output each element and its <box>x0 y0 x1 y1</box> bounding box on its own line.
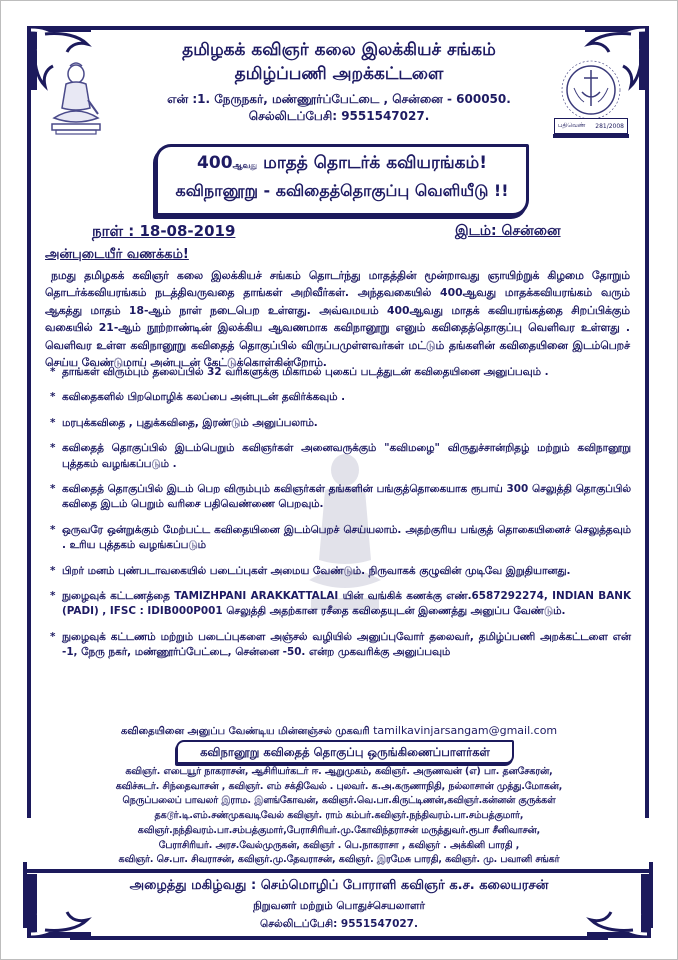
banner-line-1 <box>158 153 526 175</box>
coordinator-line: கவிஞர். செ.பா. சிவராசன், கவிஞர்.மு.தேவராசன், கவிஞர். இரமேசு பாரதி, கவிஞர். மு. பவானி சங்கர் <box>118 854 560 866</box>
rule-item: * தாங்கள் விரும்பும் தலைப்பில் 32 வரிகளுக்கு மிகாமல் புகைப் படத்துடன் கவிதையினை அனுப்பவும் . <box>48 365 631 380</box>
frame-separator-rule <box>27 869 649 873</box>
coordinator-line: பேராசிரியர். அரச.வேல்முருகன், கவிஞர் . பெ.நாகராசா , கவிஞர் . அக்கினி பாரதி , <box>158 839 520 851</box>
rule-item: * கவிதைத் தொகுப்பில் இடம் பெற விரும்பும் கவிஞர்கள் தங்களின் பங்குத்தொகையாக ரூபாய் 300 செலுத்தி தொகுப்பில் கவிதை இடம் பெறும் வரிசை பதிவெண்ணை பெறவும். <box>48 482 631 513</box>
rule-item: * ஒருவரே ஒன்றுக்கும் மேற்பட்ட கவிதையினை இடம்பெறச் செய்யலாம். அதற்குரிய பங்குத் தொகையினைச் செலுத்தவும் . உரிய புத்தகம் வழங்கப்படும் <box>48 523 631 554</box>
footer-invite: அழைத்து மகிழ்வது : செம்மொழிப் போராளி கவிஞர் க.ச. கலையரசன் <box>129 878 549 893</box>
rule-item: * கவிதைகளில் பிறமொழிக் கலப்பை அன்புடன் தவிர்க்கவும் . <box>48 390 631 405</box>
registration-number: 281/2008 <box>595 122 624 130</box>
frame-left-rule <box>27 86 31 818</box>
event-number-suffix: ஆவது <box>232 161 258 170</box>
coordinator-line: கவிஞர். எடையூர் நாகராசன், ஆசிரியர்கடர் ஈ. ஆறுமுகம், கவிஞர். அருணவன் (எ) பா. தனசேகரன், <box>125 766 553 777</box>
org-name: தமிழகக் கவிஞர் கலை இலக்கியச் சங்கம் <box>182 40 496 60</box>
email-line <box>0 724 678 738</box>
coordinator-line: தகடூர்.டி.எம்.சண்முகவடிவேல் கவிஞர். ராம் கம்பர்.கவிஞர்.நந்திவரம்.பா.சம்பத்குமார், <box>154 810 524 822</box>
org-phone: செல்லிடப்பேசி: 9551547027. <box>248 109 430 123</box>
coordinator-line: கவிஞர்.நந்திவரம்.பா.சம்பத்குமார்,பேராசிரியர்.மு.கோவிந்தராசன் மருத்துவர்.ரூபா சீனிவாசன், <box>137 824 541 836</box>
banner-line-2 <box>158 181 526 202</box>
coordinator-line: நெருப்பலைப் பாவலர் இராம. இளங்கோவன், கவிஞர்.வெ.பா.கிருட்டிணன்,கவிஞர்.கன்னன் குருக்கள் <box>122 795 556 807</box>
rule-item: * கவிதைத் தொகுப்பில் இடம்பெறும் கவிஞர்கள் அனைவருக்கும் "கவிமழை" விருதுச்சான்றிதழ் மற்றும் கவிநானூறு புத்தகம் வழங்கப்படும் . <box>48 441 631 472</box>
rules-list <box>48 365 631 661</box>
email-label: கவிதையினை அனுப்ப வேண்டிய மின்னஞ்சல் முகவரி <box>120 726 370 737</box>
org-address: என் :1. நேருநகர், மண்ணூர்ப்பேட்டை , சென்னை - 600050. <box>167 92 511 106</box>
rule-item: * நுழைவுக் கட்டணத்தை TAMIZHPANI ARAKKATTALAI யின் வங்கிக் கணக்கு எண்.6587292274, INDIAN BANK (PADI) , IFSC : IDIB000P001 செலுத்தி அதற்கான ரசீதை கவிதையுடன் இணைத்து அனுப்ப வேண்டும். <box>48 589 631 620</box>
intro-paragraph: நமது தமிழகக் கவிஞர் கலை இலக்கியச் சங்கம் தொடர்ந்து மாதத்தின் மூன்றாவது ஞாயிற்றுக் கிழமை தோறும் தொடர்க்கவியரங்கம் நடத்திவருவதை தாங்கள் அறிவீர்கள். அந்தவகையில் 400ஆவது மாதக்கவியரங்கம் வரும் ஆகத்து மாதம் 18-ஆம் நாள் நடைபெற உள்ளது. அவ்வமயம் 400ஆவது மாதக் கவியரங்கத்தை சிறப்பிக்கும் வகையில் 21-ஆம் நூற்றாண்டின் இலக்கிய ஆவணமாக கவிநானூறு எனும் கவிதைத்தொகுப்பு வெளிவர உள்ளது . வெளிவர உள்ள கவிநானூறு கவிதைத் தொகுப்பில் விருப்பமுள்ளவர்கள் மட்டும் தங்களின் கவிதையினை இடம்பெறச் செய்ய வேண்டுமாய் அன்புடன் கேட்டுக்கொள்கின்றோம். <box>45 269 630 370</box>
frame-right-rule <box>645 86 649 818</box>
rule-item: * பிறர் மனம் புண்படாவகையில் படைப்புகள் அமைய வேண்டும். நிருவாகக் குழுவின் முடிவே இறுதியானது. <box>48 564 631 579</box>
email-link[interactable]: tamilkavinjarsangam@gmail.com <box>373 724 558 737</box>
frame-bottom-rule <box>70 936 608 940</box>
trust-name: தமிழ்ப்பணி அறக்கட்டளை <box>234 64 444 84</box>
event-number: 400 <box>197 153 233 173</box>
rule-item: * நுழைவுக் கட்டணம் மற்றும் படைப்புகளை அஞ்சல் வழியில் அனுப்புவோர் தலைவர், தமிழ்ப்பணி அறக்கட்டளை என் -1, நேரு நகர், மண்ணூர்ப்பேட்டை, சென்னை -50. என்ற முகவரிக்கு அனுப்பவும் <box>48 630 631 661</box>
footer-role: நிறுவனர் மற்றும் பொதுச்செயலாளர் <box>253 900 425 912</box>
event-title: மாதத் தொடர்க் கவியரங்கம்! <box>263 153 487 173</box>
coordinators-title: கவிநானூறு கவிதைத் தொகுப்பு ஒருங்கிணைப்பாளர்கள் <box>176 740 514 764</box>
greeting: அன்புடையீர் வணக்கம்! <box>45 247 189 262</box>
rule-item: * மரபுக்கவிதை , புதுக்கவிதை, இரண்டும் அனுப்பலாம். <box>48 416 631 431</box>
book-title: கவிநானூறு <box>175 181 258 200</box>
book-subtitle: - கவிதைத்தொகுப்பு வெளியீடு !! <box>257 181 509 200</box>
frame-top-rule <box>87 26 589 30</box>
event-date: நாள் : 18-08-2019 <box>92 222 236 240</box>
thiruvalluvar-illustration-icon <box>48 60 104 138</box>
event-place: இடம்: சென்னை <box>455 223 561 239</box>
event-title-banner <box>155 144 529 216</box>
registration-label: பதிவெண் <box>558 122 586 129</box>
coordinators-list <box>40 765 638 868</box>
footer-phone: செல்லிடப்பேசி: 9551547027. <box>260 918 418 930</box>
coordinator-line: கவிச்சுடர். சிந்தைவாசன் , கவிஞர். எம் சக்திவேல் . புலவர். க.அ.கருணாநிதி, நல்லாசான் முத்து.மோகன், <box>115 780 563 792</box>
